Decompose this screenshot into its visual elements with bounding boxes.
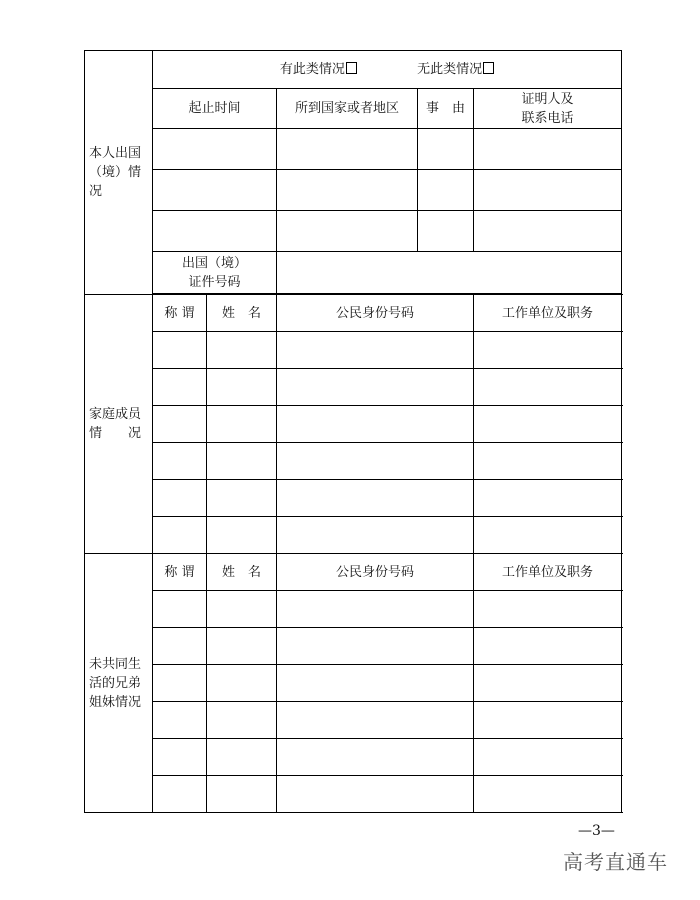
sibling-row	[85, 628, 622, 665]
cell-employer[interactable]	[474, 480, 622, 517]
passport-number-cell[interactable]	[277, 252, 622, 294]
header-period: 起止时间	[153, 89, 277, 129]
header-employer-position: 工作单位及职务	[474, 554, 622, 591]
cell-employer[interactable]	[474, 369, 622, 406]
cell-reason[interactable]	[418, 211, 474, 252]
cell-name[interactable]	[207, 665, 277, 702]
header-reason: 事 由	[418, 89, 474, 129]
cell-relation[interactable]	[153, 517, 207, 554]
cell-id-number[interactable]	[277, 332, 474, 369]
cell-employer[interactable]	[474, 406, 622, 443]
cell-relation[interactable]	[153, 332, 207, 369]
cell-witness[interactable]	[474, 129, 622, 170]
cell-name[interactable]	[207, 591, 277, 628]
abroad-section-label: 本人出国 （境）情况	[85, 51, 153, 295]
cell-reason[interactable]	[418, 129, 474, 170]
cell-id-number[interactable]	[277, 702, 474, 739]
sibling-row	[85, 665, 622, 702]
cell-reason[interactable]	[418, 170, 474, 211]
header-name: 姓 名	[207, 554, 277, 591]
cell-relation[interactable]	[153, 702, 207, 739]
cell-employer[interactable]	[474, 443, 622, 480]
cell-witness[interactable]	[474, 170, 622, 211]
abroad-row	[85, 129, 622, 170]
cell-name[interactable]	[207, 369, 277, 406]
cell-id-number[interactable]	[277, 591, 474, 628]
header-id-number: 公民身份号码	[277, 554, 474, 591]
passport-label: 出国（境） 证件号码	[153, 252, 277, 294]
cell-witness[interactable]	[474, 211, 622, 252]
cell-name[interactable]	[207, 480, 277, 517]
cell-id-number[interactable]	[277, 517, 474, 554]
cell-period[interactable]	[153, 129, 277, 170]
cell-employer[interactable]	[474, 739, 622, 776]
cell-id-number[interactable]	[277, 628, 474, 665]
cell-destination[interactable]	[277, 129, 418, 170]
cell-relation[interactable]	[153, 480, 207, 517]
watermark-text: 高考直通车	[563, 850, 668, 874]
cell-relation[interactable]	[153, 369, 207, 406]
header-witness: 证明人及 联系电话	[474, 89, 622, 129]
cell-destination[interactable]	[277, 170, 418, 211]
option-no-situation[interactable]: 无此类情况	[417, 60, 494, 79]
cell-name[interactable]	[207, 406, 277, 443]
checkbox-has-situation[interactable]	[346, 62, 357, 74]
option-has-situation[interactable]: 有此类情况	[280, 60, 357, 79]
cell-relation[interactable]	[153, 406, 207, 443]
sibling-row	[85, 591, 622, 628]
cell-employer[interactable]	[474, 702, 622, 739]
cell-name[interactable]	[207, 776, 277, 813]
cell-relation[interactable]	[153, 665, 207, 702]
family-row	[85, 480, 622, 517]
cell-employer[interactable]	[474, 628, 622, 665]
page-number: —3—	[578, 823, 615, 839]
abroad-row	[85, 211, 622, 252]
cell-employer[interactable]	[474, 665, 622, 702]
family-section-label: 家庭成员 情 况	[85, 295, 153, 554]
sibling-row	[85, 776, 622, 813]
declaration-form-table	[84, 50, 622, 813]
cell-id-number[interactable]	[277, 406, 474, 443]
checkbox-no-situation[interactable]	[483, 62, 494, 74]
cell-id-number[interactable]	[277, 665, 474, 702]
cell-id-number[interactable]	[277, 480, 474, 517]
cell-destination[interactable]	[277, 211, 418, 252]
cell-id-number[interactable]	[277, 776, 474, 813]
cell-id-number[interactable]	[277, 739, 474, 776]
header-name: 姓 名	[207, 295, 277, 332]
abroad-option-row	[153, 51, 622, 89]
header-id-number: 公民身份号码	[277, 295, 474, 332]
family-row	[85, 332, 622, 369]
header-employer-position: 工作单位及职务	[474, 295, 622, 332]
cell-name[interactable]	[207, 443, 277, 480]
cell-relation[interactable]	[153, 443, 207, 480]
cell-employer[interactable]	[474, 776, 622, 813]
cell-period[interactable]	[153, 211, 277, 252]
sibling-row	[85, 702, 622, 739]
header-relation: 称 谓	[153, 554, 207, 591]
cell-name[interactable]	[207, 739, 277, 776]
family-row	[85, 517, 622, 554]
cell-relation[interactable]	[153, 776, 207, 813]
cell-relation[interactable]	[153, 591, 207, 628]
cell-name[interactable]	[207, 517, 277, 554]
cell-id-number[interactable]	[277, 369, 474, 406]
cell-relation[interactable]	[153, 739, 207, 776]
sibling-row	[85, 739, 622, 776]
header-destination: 所到国家或者地区	[277, 89, 418, 129]
cell-id-number[interactable]	[277, 443, 474, 480]
family-row	[85, 443, 622, 480]
siblings-section-label: 未共同生 活的兄弟 姐妹情况	[85, 554, 153, 813]
cell-name[interactable]	[207, 332, 277, 369]
family-row	[85, 406, 622, 443]
cell-name[interactable]	[207, 702, 277, 739]
cell-employer[interactable]	[474, 517, 622, 554]
cell-period[interactable]	[153, 170, 277, 211]
cell-name[interactable]	[207, 628, 277, 665]
family-row	[85, 369, 622, 406]
header-relation: 称 谓	[153, 295, 207, 332]
cell-employer[interactable]	[474, 332, 622, 369]
cell-relation[interactable]	[153, 628, 207, 665]
abroad-row	[85, 170, 622, 211]
cell-employer[interactable]	[474, 591, 622, 628]
